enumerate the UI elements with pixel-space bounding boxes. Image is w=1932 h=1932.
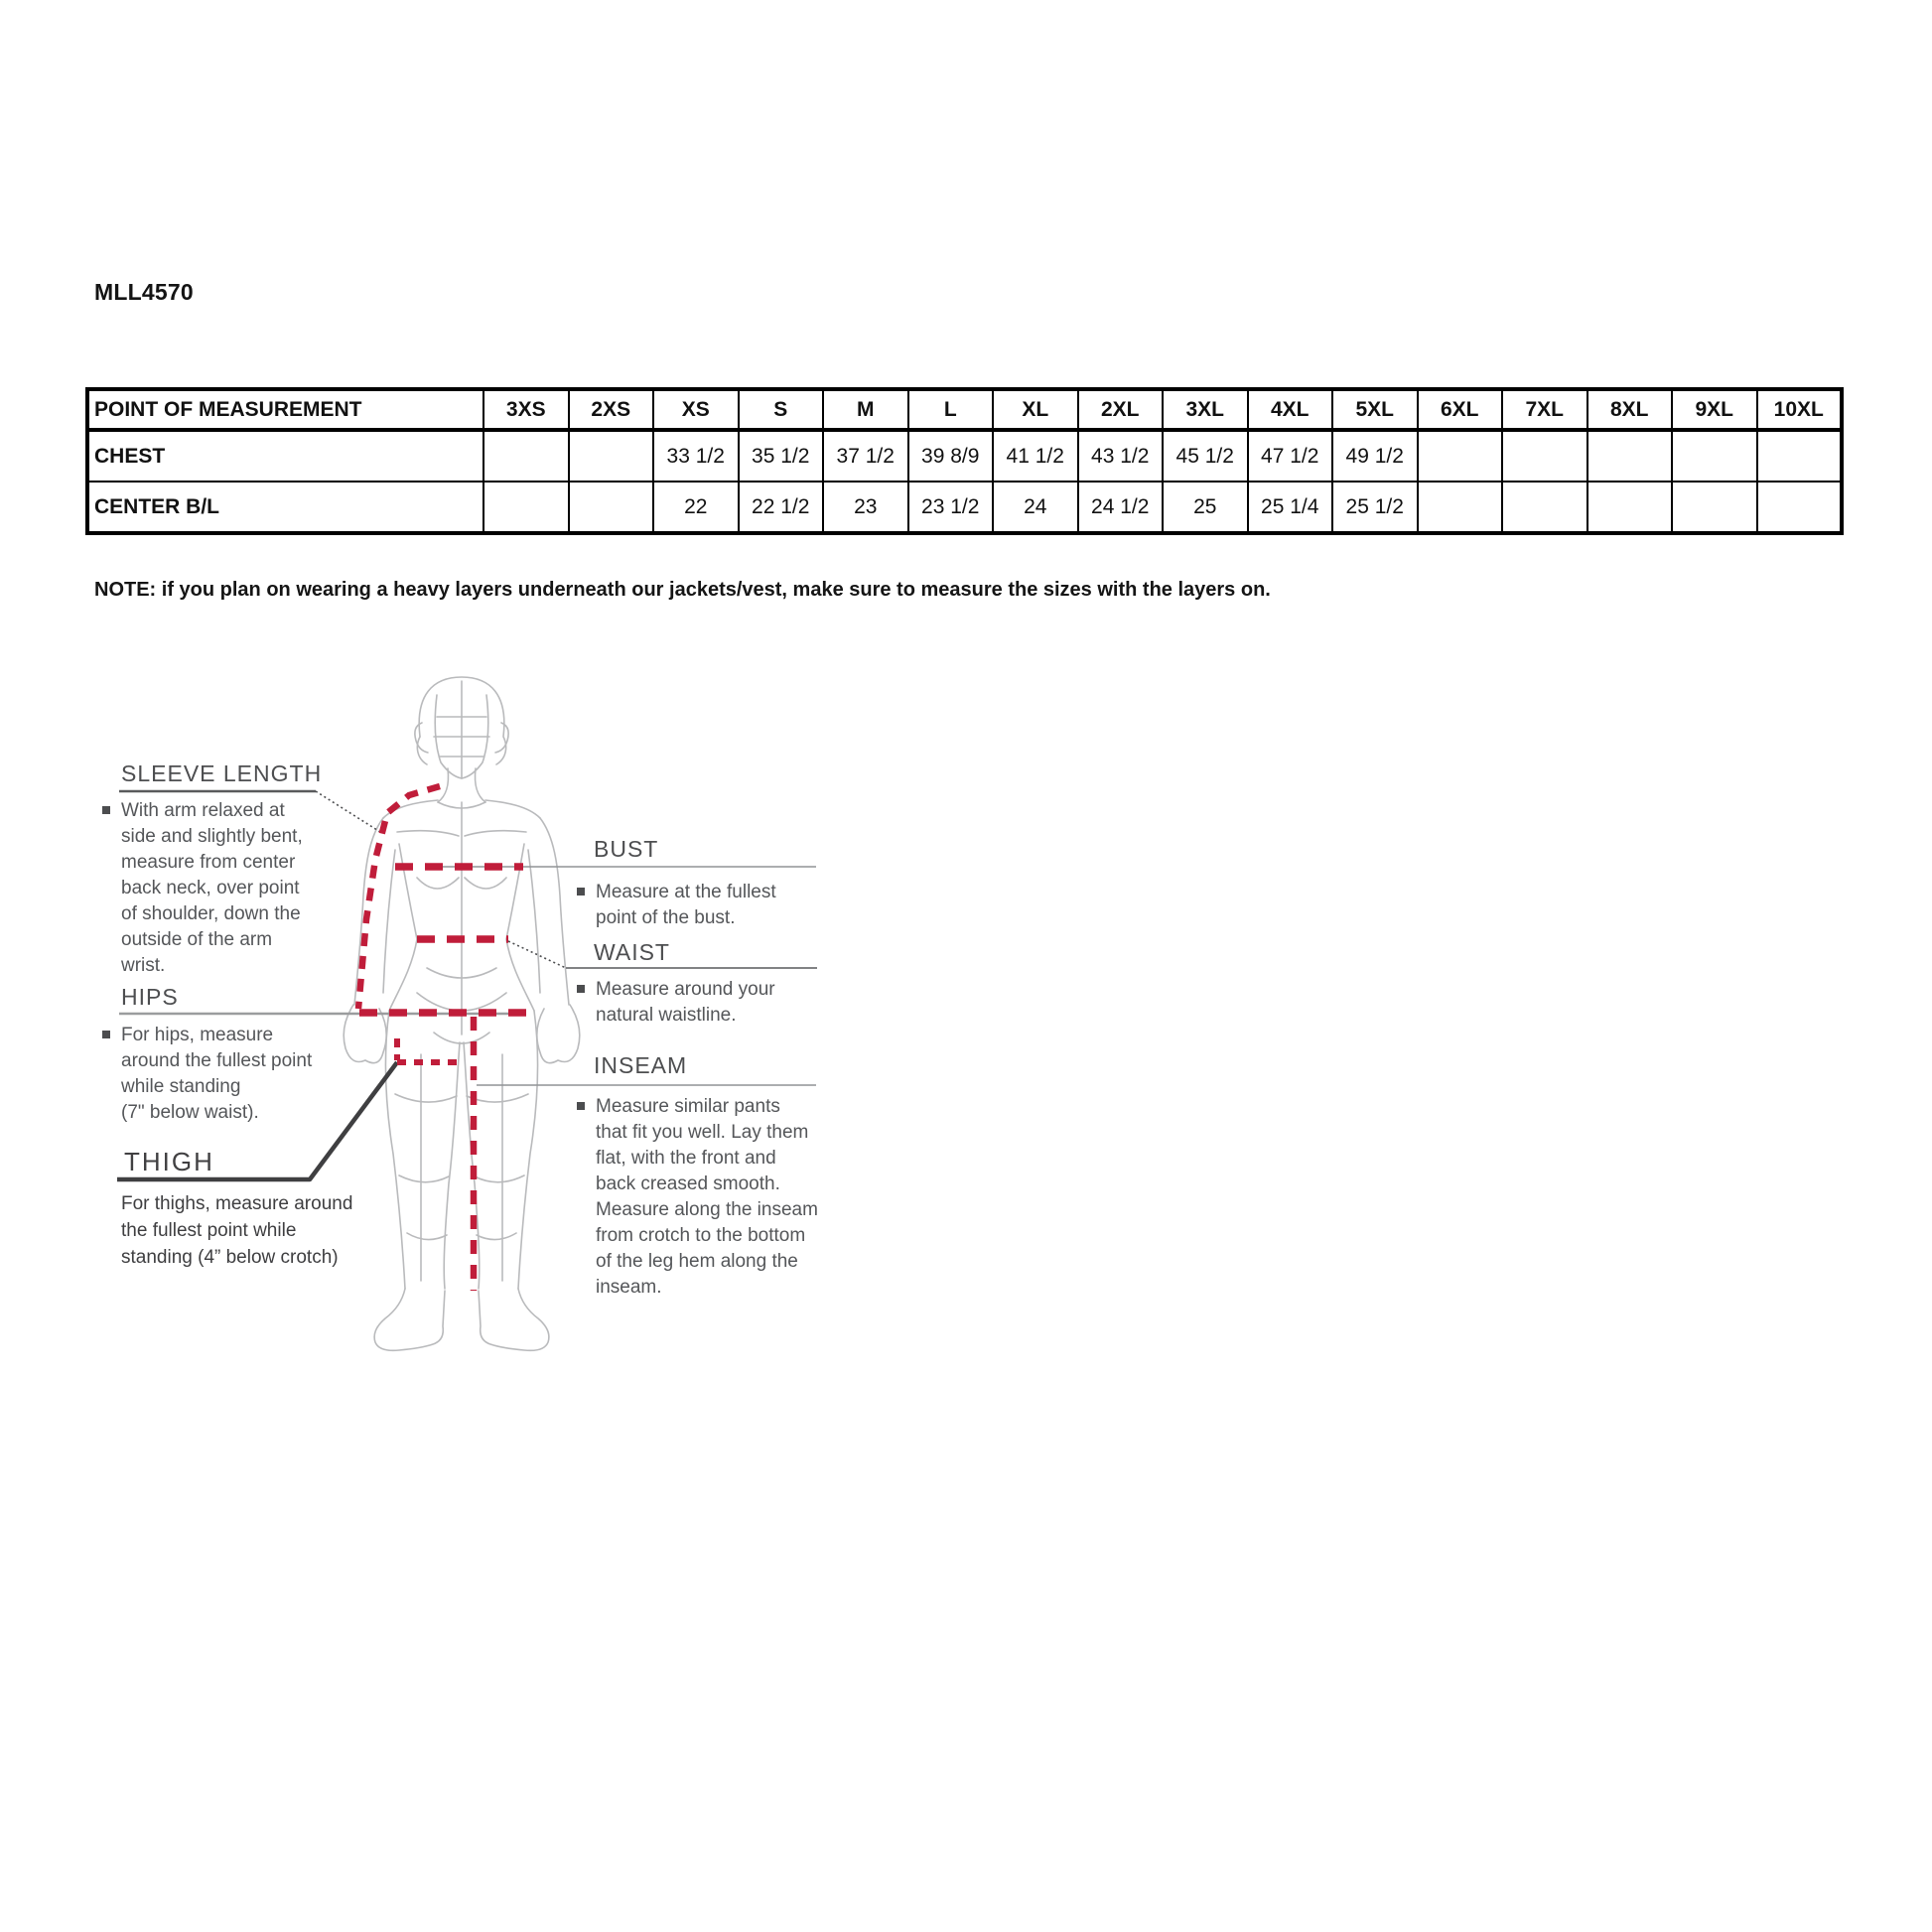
sleeve-measure-line [358,786,440,1009]
measurement-value-cell [1757,482,1843,533]
measurement-value-cell [1672,430,1757,482]
size-column-header: 8XL [1587,389,1673,430]
sleeve-length-leader-dotted [316,791,380,832]
measurement-value-cell: 23 [823,482,908,533]
bust-description [596,880,776,931]
measurement-value-cell: 22 [653,482,739,533]
description-line: natural waistline. [596,1005,737,1026]
point-of-measurement-header: POINT OF MEASUREMENT [87,389,483,430]
measurement-value-cell: 45 1/2 [1163,430,1248,482]
measurement-value-cell [569,430,654,482]
table-row [87,430,1842,482]
page-title: MLL4570 [94,279,194,305]
description-line: while standing [121,1076,241,1097]
measurement-value-cell [1502,430,1587,482]
description-line: Measure around your [596,977,775,1003]
measurement-value-cell [483,430,569,482]
measurement-value-cell: 24 [993,482,1078,533]
measurement-value-cell [569,482,654,533]
sleeve-length-description [121,798,303,979]
header-row [87,389,1842,430]
measurement-value-cell [1672,482,1757,533]
measurement-value-cell [1502,482,1587,533]
measurement-value-cell: 49 1/2 [1332,430,1418,482]
description-line: from crotch to the bottom [596,1225,806,1246]
measurement-value-cell: 33 1/2 [653,430,739,482]
description-line: (7" below waist). [121,1102,259,1123]
thigh-label: THIGH [124,1147,214,1176]
measurement-value-cell: 25 [1163,482,1248,533]
description-line: For thighs, measure around [121,1193,353,1214]
measurement-value-cell [1587,430,1673,482]
description-line: Measure similar pants [596,1094,818,1120]
description-line: standing (4” below crotch) [121,1247,339,1268]
layers-note: NOTE: if you plan on wearing a heavy layers underneath our jackets/vest, make sure to measure the sizes with the layers on. [94,579,1271,601]
description-line: With arm relaxed at [121,798,303,824]
size-column-header: 3XS [483,389,569,430]
measurement-value-cell: 47 1/2 [1248,430,1333,482]
description-line: around the fullest point [121,1050,313,1071]
waist-description [596,977,775,1029]
inseam-description [596,1094,818,1301]
measurement-value-cell [483,482,569,533]
size-column-header: L [908,389,994,430]
description-line: Measure along the inseam [596,1199,818,1220]
measurement-value-cell: 37 1/2 [823,430,908,482]
measurement-value-cell: 35 1/2 [739,430,824,482]
size-column-header: 10XL [1757,389,1843,430]
description-line: outside of the arm [121,929,273,950]
size-column-header: 9XL [1672,389,1757,430]
table-row [87,482,1842,533]
description-line: side and slightly bent, [121,826,303,847]
measurement-value-cell: 43 1/2 [1078,430,1164,482]
description-line: inseam. [596,1277,662,1298]
measurement-row-label: CHEST [87,430,483,482]
thigh-description [121,1190,352,1271]
description-line: wrist. [121,955,166,976]
inseam-label: INSEAM [594,1052,688,1078]
description-line: the fullest point while [121,1220,297,1241]
measurement-value-cell: 25 1/2 [1332,482,1418,533]
description-line: measure from center [121,852,296,873]
size-column-header: S [739,389,824,430]
size-chart-body [87,430,1842,533]
size-column-header: 2XL [1078,389,1164,430]
measurement-value-cell: 23 1/2 [908,482,994,533]
measurement-value-cell [1418,482,1503,533]
sleeve-length-label: SLEEVE LENGTH [121,760,323,786]
description-line: of the leg hem along the [596,1251,798,1272]
waist-label: WAIST [594,939,670,965]
description-line: of shoulder, down the [121,903,301,924]
size-column-header: 4XL [1248,389,1333,430]
measurement-value-cell [1757,430,1843,482]
description-line: Measure at the fullest [596,880,776,905]
size-column-header: 3XL [1163,389,1248,430]
description-line: flat, with the front and [596,1148,776,1169]
measurement-value-cell [1587,482,1673,533]
size-column-header: 5XL [1332,389,1418,430]
size-column-header: 6XL [1418,389,1503,430]
size-column-header: 7XL [1502,389,1587,430]
description-line: back creased smooth. [596,1173,780,1194]
hips-label: HIPS [121,984,179,1010]
measurement-value-cell: 24 1/2 [1078,482,1164,533]
measurement-row-label: CENTER B/L [87,482,483,533]
measurement-value-cell: 39 8/9 [908,430,994,482]
size-chart-table [85,387,1844,535]
size-column-header: XS [653,389,739,430]
size-column-header: 2XS [569,389,654,430]
description-line: that fit you well. Lay them [596,1122,809,1143]
description-line: For hips, measure [121,1023,312,1048]
description-line: point of the bust. [596,907,736,928]
size-column-header: XL [993,389,1078,430]
measurement-value-cell [1418,430,1503,482]
measurement-value-cell: 22 1/2 [739,482,824,533]
hips-description [121,1023,312,1126]
size-column-header: M [823,389,908,430]
description-line: back neck, over point [121,878,300,898]
size-chart-header [87,389,1842,430]
measurement-value-cell: 25 1/4 [1248,482,1333,533]
measurement-value-cell: 41 1/2 [993,430,1078,482]
bust-label: BUST [594,836,659,862]
